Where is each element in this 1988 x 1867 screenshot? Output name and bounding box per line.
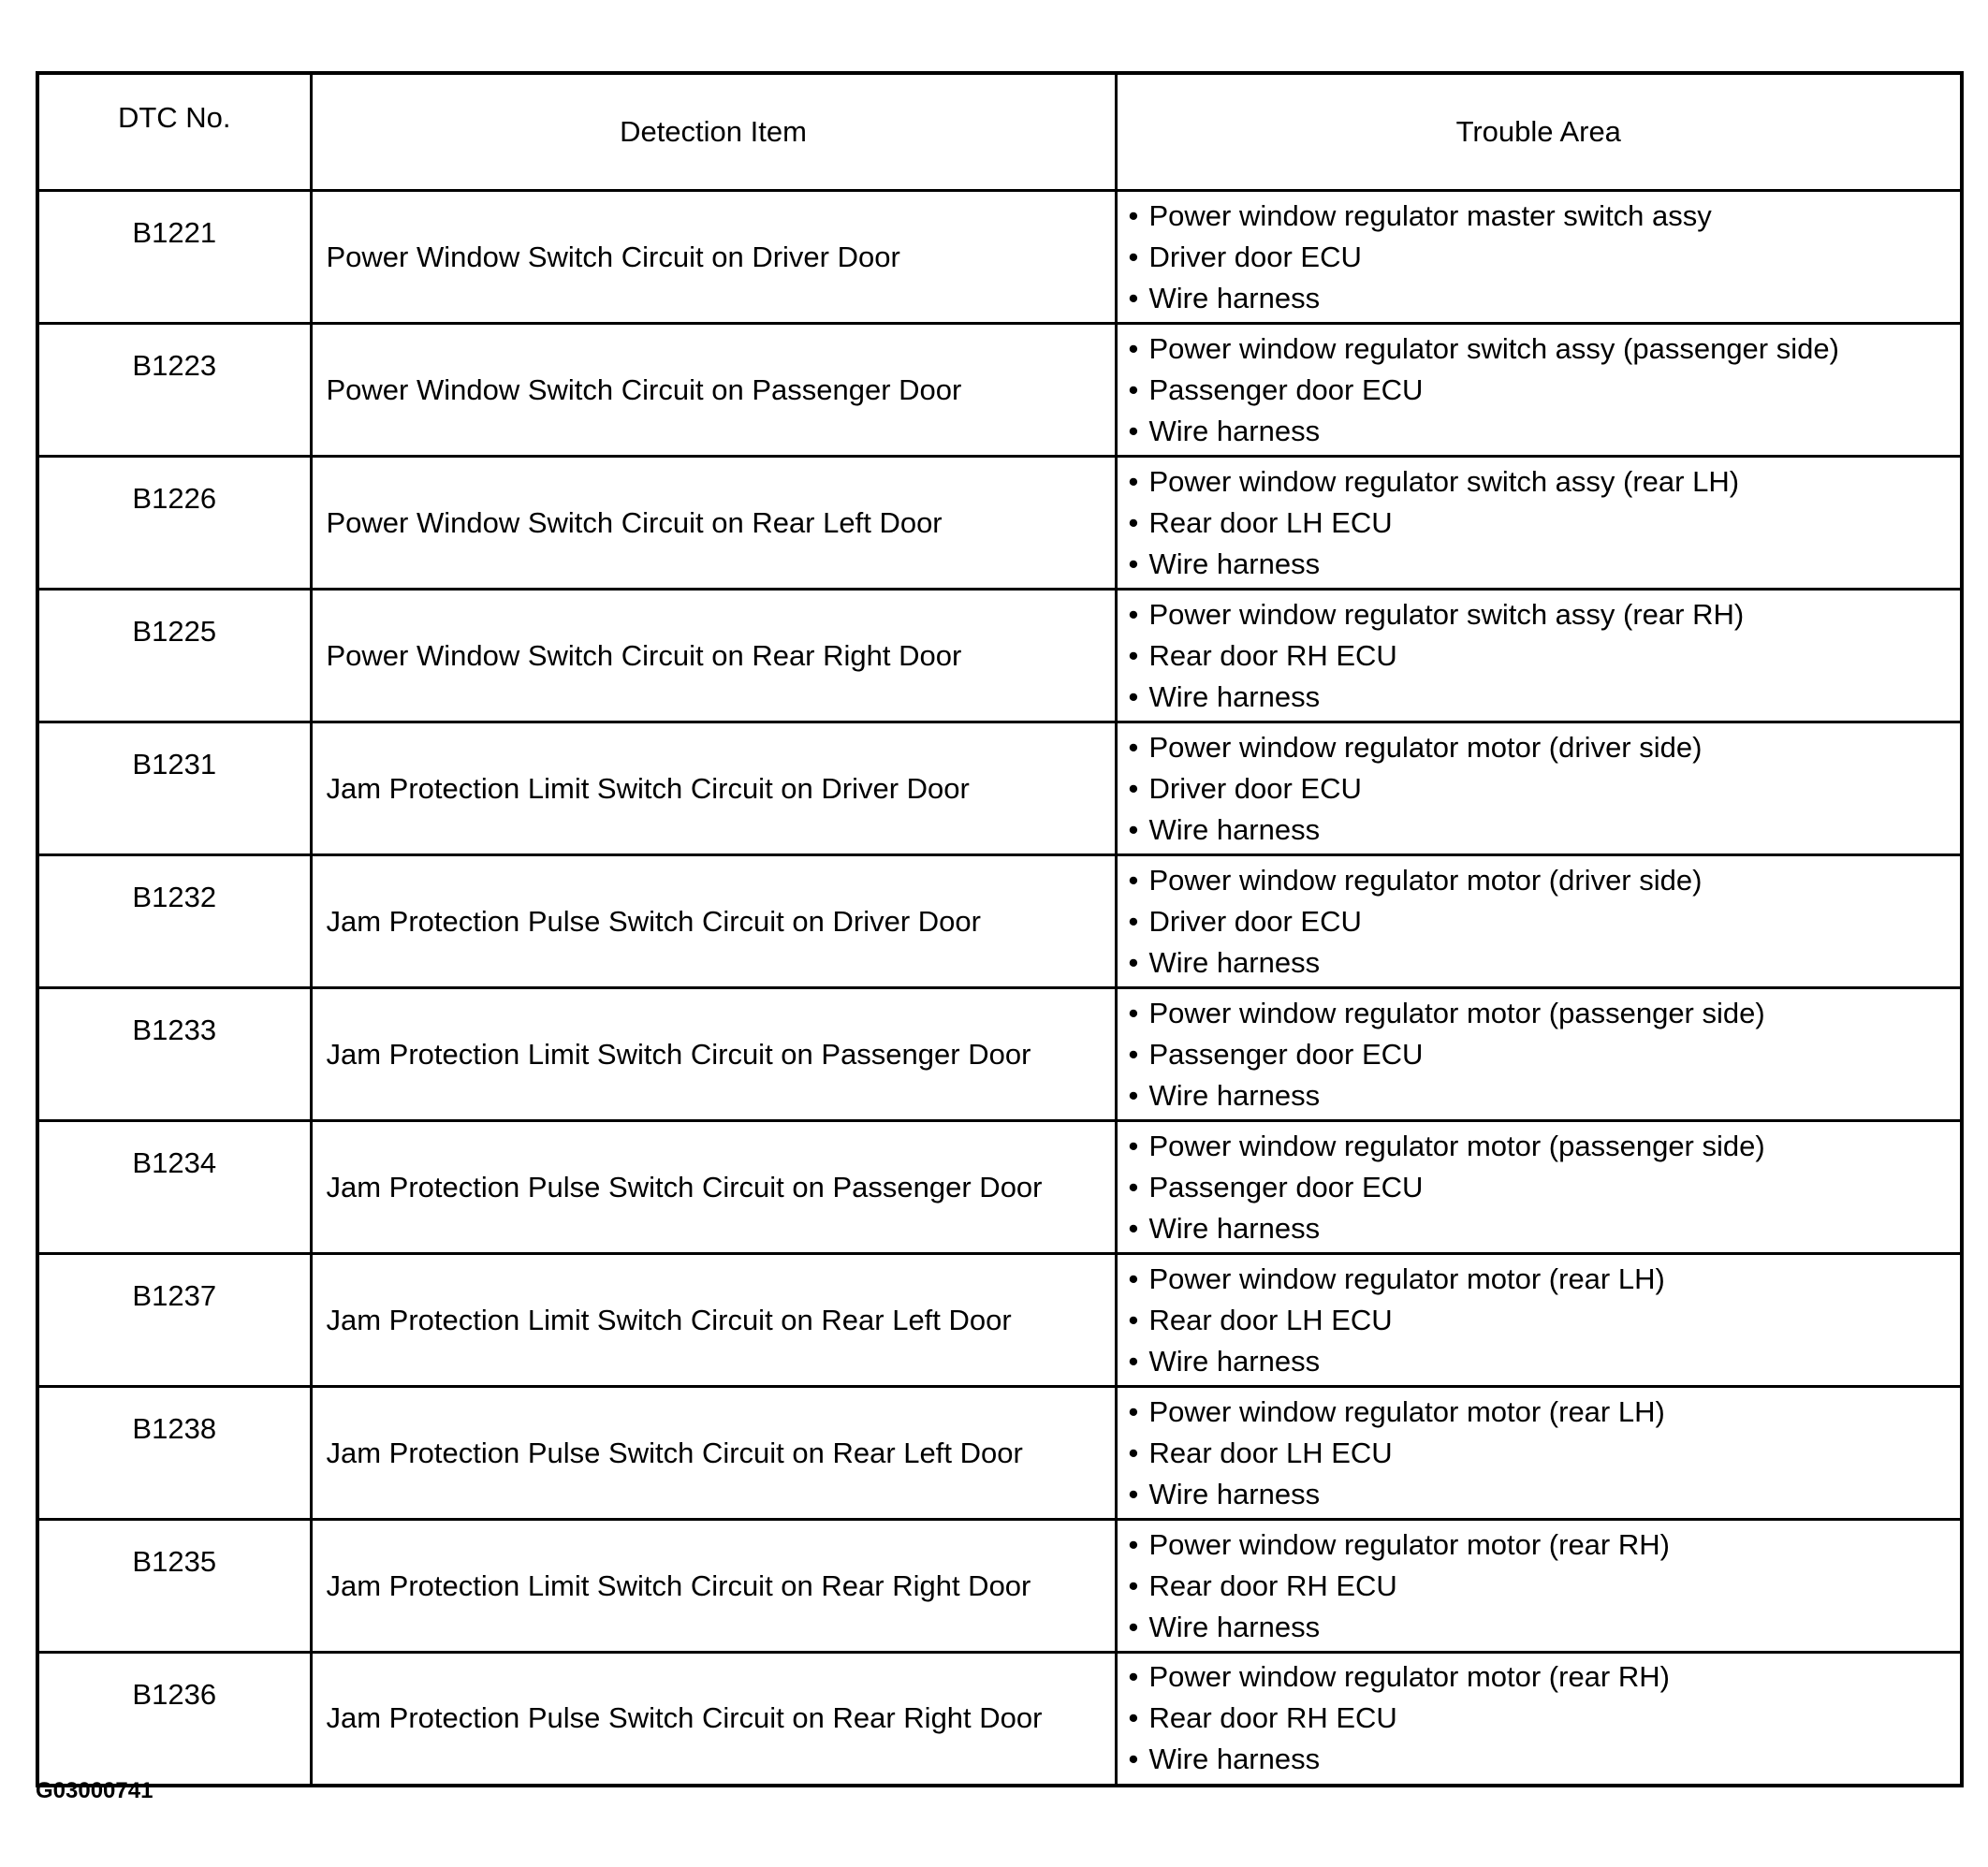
trouble-area-item: • Wire harness bbox=[1129, 278, 1961, 319]
dtc-code: B1221 bbox=[37, 191, 311, 324]
table-row bbox=[37, 1653, 1962, 1786]
trouble-area-item: • Wire harness bbox=[1129, 1208, 1961, 1249]
detection-item: Jam Protection Limit Switch Circuit on Rear Left Door bbox=[311, 1254, 1116, 1387]
table-body bbox=[37, 191, 1962, 1786]
detection-item: Jam Protection Limit Switch Circuit on Rear Right Door bbox=[311, 1520, 1116, 1653]
trouble-area-item: • Power window regulator motor (driver side) bbox=[1129, 860, 1961, 901]
trouble-area-list bbox=[1129, 1656, 1961, 1780]
trouble-area-item: • Power window regulator motor (driver side) bbox=[1129, 727, 1961, 768]
header-dtc-no: DTC No. bbox=[37, 73, 311, 191]
trouble-area-item: • Wire harness bbox=[1129, 1607, 1961, 1648]
trouble-area-item: • Power window regulator switch assy (passenger side) bbox=[1129, 328, 1961, 370]
trouble-area-item: • Wire harness bbox=[1129, 942, 1961, 984]
header-detection-item: Detection Item bbox=[311, 73, 1116, 191]
trouble-area bbox=[1116, 1520, 1962, 1653]
trouble-area-item: • Wire harness bbox=[1129, 1075, 1961, 1116]
trouble-area-item: • Rear door LH ECU bbox=[1129, 1300, 1961, 1341]
trouble-area-list bbox=[1129, 196, 1961, 319]
trouble-area-list bbox=[1129, 594, 1961, 718]
dtc-code: B1223 bbox=[37, 324, 311, 457]
trouble-area bbox=[1116, 855, 1962, 988]
trouble-area bbox=[1116, 324, 1962, 457]
trouble-area-item: • Wire harness bbox=[1129, 677, 1961, 718]
table-row bbox=[37, 191, 1962, 324]
trouble-area bbox=[1116, 722, 1962, 855]
trouble-area-item: • Power window regulator motor (rear RH) bbox=[1129, 1524, 1961, 1566]
trouble-area-item: • Power window regulator motor (passenger side) bbox=[1129, 993, 1961, 1034]
detection-item: Jam Protection Pulse Switch Circuit on Rear Left Door bbox=[311, 1387, 1116, 1520]
detection-item: Power Window Switch Circuit on Rear Left Door bbox=[311, 457, 1116, 590]
figure-id: G03000741 bbox=[36, 1778, 153, 1803]
table-row bbox=[37, 988, 1962, 1121]
trouble-area-item: • Driver door ECU bbox=[1129, 237, 1961, 278]
detection-item: Jam Protection Pulse Switch Circuit on Passenger Door bbox=[311, 1121, 1116, 1254]
trouble-area-item: • Passenger door ECU bbox=[1129, 370, 1961, 411]
table-header-row bbox=[37, 73, 1962, 191]
trouble-area bbox=[1116, 191, 1962, 324]
dtc-code: B1234 bbox=[37, 1121, 311, 1254]
trouble-area-item: • Power window regulator motor (rear LH) bbox=[1129, 1259, 1961, 1300]
trouble-area-item: • Rear door RH ECU bbox=[1129, 1698, 1961, 1739]
table-row bbox=[37, 1520, 1962, 1653]
dtc-code: B1236 bbox=[37, 1653, 311, 1786]
trouble-area-list bbox=[1129, 860, 1961, 984]
trouble-area-item: • Wire harness bbox=[1129, 1739, 1961, 1780]
table-row bbox=[37, 1254, 1962, 1387]
trouble-area-item: • Power window regulator switch assy (rear LH) bbox=[1129, 461, 1961, 503]
trouble-area-list bbox=[1129, 1259, 1961, 1382]
dtc-table bbox=[36, 71, 1964, 1787]
table-row bbox=[37, 457, 1962, 590]
table-row bbox=[37, 1121, 1962, 1254]
header-trouble-area: Trouble Area bbox=[1116, 73, 1962, 191]
trouble-area-item: • Power window regulator switch assy (rear RH) bbox=[1129, 594, 1961, 635]
trouble-area-list bbox=[1129, 1126, 1961, 1249]
trouble-area bbox=[1116, 1254, 1962, 1387]
trouble-area-item: • Passenger door ECU bbox=[1129, 1167, 1961, 1208]
trouble-area-item: • Power window regulator motor (rear RH) bbox=[1129, 1656, 1961, 1698]
trouble-area bbox=[1116, 988, 1962, 1121]
trouble-area-item: • Wire harness bbox=[1129, 1474, 1961, 1515]
trouble-area-item: • Rear door LH ECU bbox=[1129, 1433, 1961, 1474]
table-row bbox=[37, 1387, 1962, 1520]
dtc-code: B1232 bbox=[37, 855, 311, 988]
detection-item: Jam Protection Limit Switch Circuit on Driver Door bbox=[311, 722, 1116, 855]
dtc-code: B1226 bbox=[37, 457, 311, 590]
trouble-area bbox=[1116, 1653, 1962, 1786]
trouble-area-item: • Power window regulator motor (rear LH) bbox=[1129, 1392, 1961, 1433]
trouble-area-item: • Power window regulator master switch assy bbox=[1129, 196, 1961, 237]
dtc-code: B1238 bbox=[37, 1387, 311, 1520]
trouble-area bbox=[1116, 1387, 1962, 1520]
dtc-code: B1237 bbox=[37, 1254, 311, 1387]
trouble-area-item: • Passenger door ECU bbox=[1129, 1034, 1961, 1075]
trouble-area-item: • Wire harness bbox=[1129, 544, 1961, 585]
trouble-area-list bbox=[1129, 727, 1961, 851]
trouble-area bbox=[1116, 1121, 1962, 1254]
dtc-code: B1235 bbox=[37, 1520, 311, 1653]
trouble-area-item: • Driver door ECU bbox=[1129, 768, 1961, 810]
trouble-area-item: • Wire harness bbox=[1129, 1341, 1961, 1382]
trouble-area-list bbox=[1129, 1392, 1961, 1515]
detection-item: Power Window Switch Circuit on Driver Door bbox=[311, 191, 1116, 324]
dtc-code: B1233 bbox=[37, 988, 311, 1121]
table-row bbox=[37, 855, 1962, 988]
trouble-area-list bbox=[1129, 993, 1961, 1116]
detection-item: Jam Protection Limit Switch Circuit on Passenger Door bbox=[311, 988, 1116, 1121]
detection-item: Power Window Switch Circuit on Passenger Door bbox=[311, 324, 1116, 457]
detection-item: Jam Protection Pulse Switch Circuit on Driver Door bbox=[311, 855, 1116, 988]
detection-item: Power Window Switch Circuit on Rear Right Door bbox=[311, 590, 1116, 722]
trouble-area-item: • Wire harness bbox=[1129, 411, 1961, 452]
detection-item: Jam Protection Pulse Switch Circuit on Rear Right Door bbox=[311, 1653, 1116, 1786]
dtc-code: B1225 bbox=[37, 590, 311, 722]
trouble-area-list bbox=[1129, 461, 1961, 585]
trouble-area-list bbox=[1129, 328, 1961, 452]
trouble-area-item: • Rear door LH ECU bbox=[1129, 503, 1961, 544]
trouble-area-item: • Rear door RH ECU bbox=[1129, 1566, 1961, 1607]
trouble-area-item: • Driver door ECU bbox=[1129, 901, 1961, 942]
trouble-area-item: • Wire harness bbox=[1129, 810, 1961, 851]
table-row bbox=[37, 590, 1962, 722]
table-row bbox=[37, 324, 1962, 457]
table-row bbox=[37, 722, 1962, 855]
trouble-area bbox=[1116, 590, 1962, 722]
trouble-area-item: • Power window regulator motor (passenger side) bbox=[1129, 1126, 1961, 1167]
trouble-area bbox=[1116, 457, 1962, 590]
dtc-code: B1231 bbox=[37, 722, 311, 855]
trouble-area-item: • Rear door RH ECU bbox=[1129, 635, 1961, 677]
trouble-area-list bbox=[1129, 1524, 1961, 1648]
